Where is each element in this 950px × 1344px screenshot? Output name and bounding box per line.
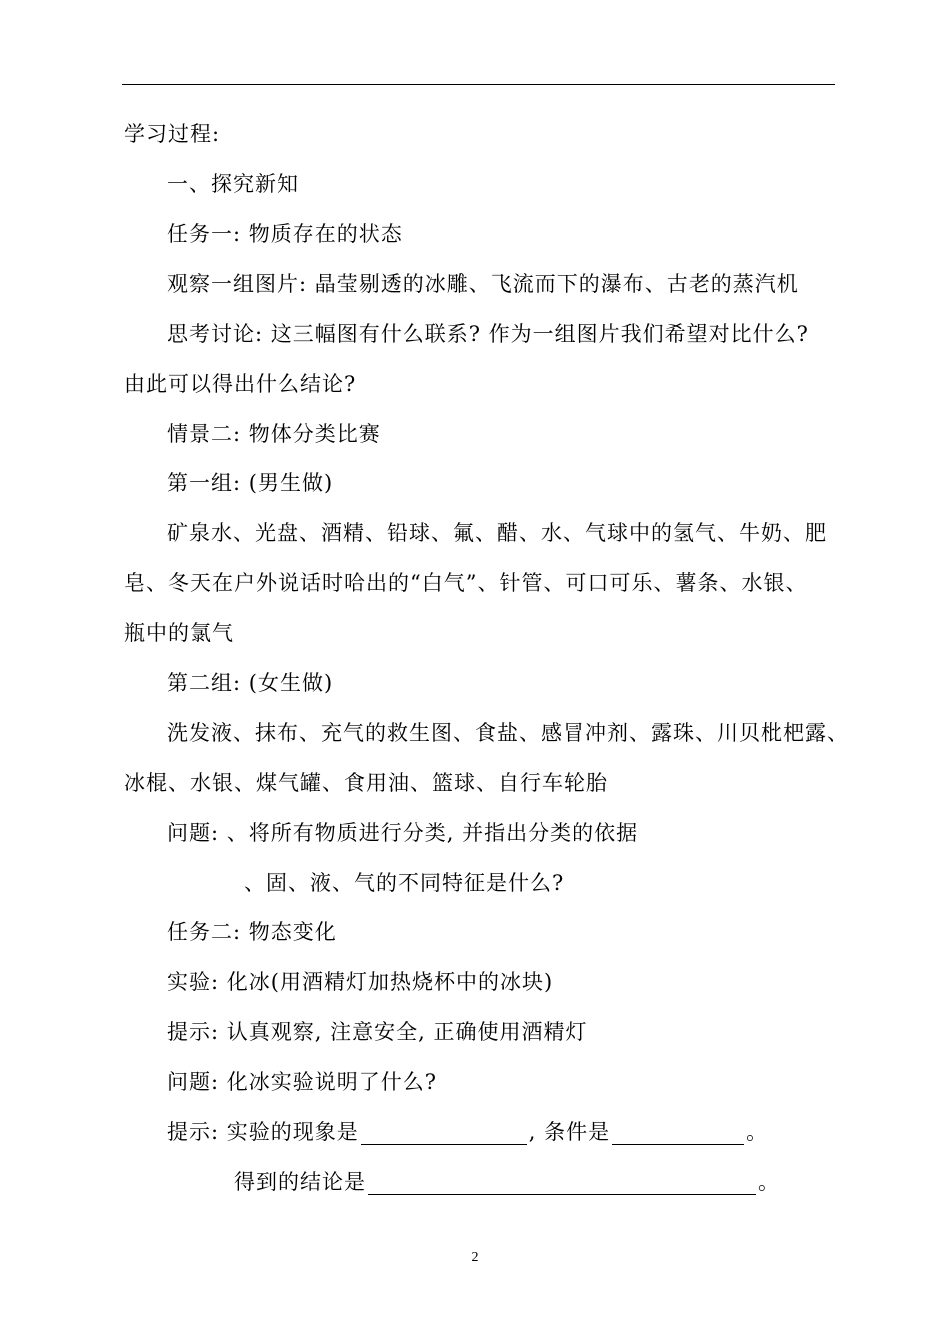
fill-in-end: 。 — [746, 1120, 769, 1144]
paragraph-line: 瓶中的氯气 — [124, 621, 234, 645]
header-rule — [122, 84, 835, 85]
fill-in-middle: , 条件是 — [528, 1120, 611, 1144]
conclusion-prefix: 得到的结论是 — [234, 1170, 366, 1194]
question-line: 、固、液、气的不同特征是什么? — [244, 871, 565, 895]
page-number: 2 — [471, 1250, 479, 1265]
task-two-heading: 任务二: 物态变化 — [167, 920, 337, 944]
task-one-heading: 任务一: 物质存在的状态 — [167, 222, 403, 246]
scenario-two-heading: 情景二: 物体分类比赛 — [167, 422, 381, 446]
part-heading: 一、探究新知 — [167, 172, 299, 196]
paragraph-line: 矿泉水、光盘、酒精、铅球、氟、醋、水、气球中的氢气、牛奶、肥 — [167, 521, 827, 545]
paragraph-line: 洗发液、抹布、充气的救生图、食盐、感冒冲剂、露珠、川贝枇杷露、 — [167, 721, 849, 745]
fill-in-line — [167, 1119, 768, 1145]
question-line: 问题: 、将所有物质进行分类, 并指出分类的依据 — [167, 821, 639, 845]
paragraph-line: 由此可以得出什么结论? — [124, 372, 357, 396]
paragraph-line: 思考讨论: 这三幅图有什么联系? 作为一组图片我们希望对比什么? — [167, 322, 809, 346]
question-line: 问题: 化冰实验说明了什么? — [167, 1070, 438, 1094]
group-two-heading: 第二组: (女生做) — [167, 671, 334, 695]
paragraph-line: 皂、冬天在户外说话时哈出的“白气”、针管、可口可乐、薯条、水银、 — [124, 571, 808, 595]
tip-line: 提示: 认真观察, 注意安全, 正确使用酒精灯 — [167, 1020, 588, 1044]
experiment-line: 实验: 化冰(用酒精灯加热烧杯中的冰块) — [167, 970, 554, 994]
paragraph-line: 观察一组图片: 晶莹剔透的冰雕、飞流而下的瀑布、古老的蒸汽机 — [167, 272, 799, 296]
fill-in-prefix: 提示: 实验的现象是 — [167, 1120, 359, 1144]
conclusion-end: 。 — [758, 1170, 780, 1194]
condition-blank[interactable] — [612, 1122, 744, 1145]
conclusion-blank[interactable] — [368, 1172, 756, 1195]
phenomenon-blank[interactable] — [361, 1122, 527, 1145]
conclusion-line — [234, 1169, 780, 1195]
paragraph-line: 冰棍、水银、煤气罐、食用油、篮球、自行车轮胎 — [124, 771, 608, 795]
section-heading: 学习过程: — [124, 122, 221, 146]
group-one-heading: 第一组: (男生做) — [167, 471, 334, 495]
